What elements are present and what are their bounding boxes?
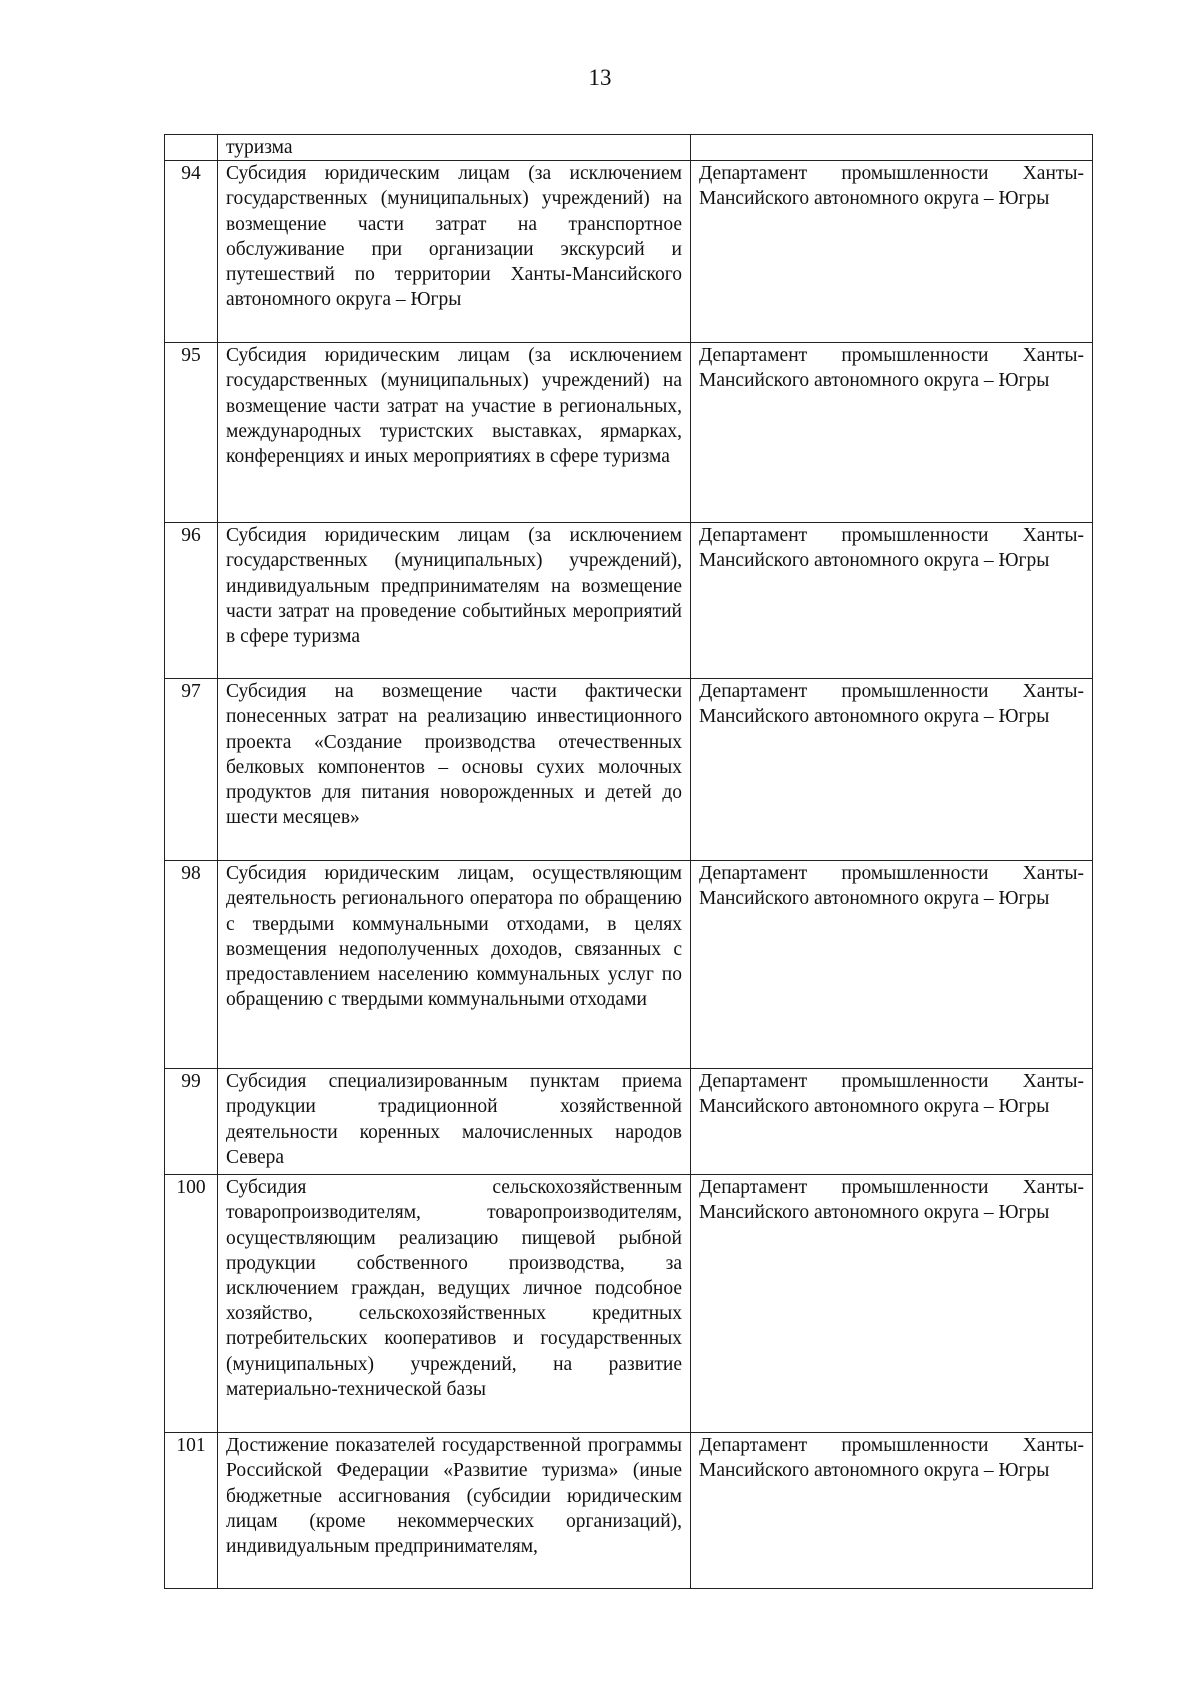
row-description: Субсидия сельскохозяйственным товаропроизводителям, товаропроизводителям, осуществляющим реализацию пищевой рыбной продукции собственного производства, за исключением граждан, ведущих личное подсобное хозяйство, сельскохозяйственных кредитных потребительских кооперативов и государственных (муниципальных) учреждений, на развитие материально-технической базы xyxy=(218,1175,691,1433)
row-number: 101 xyxy=(165,1433,218,1589)
subsidy-table xyxy=(164,134,1093,1589)
row-number: 96 xyxy=(165,523,218,679)
table-row xyxy=(165,343,1093,523)
row-number: 94 xyxy=(165,161,218,343)
row-executor xyxy=(691,135,1093,161)
row-number xyxy=(165,135,218,161)
row-description: Субсидия специализированным пунктам приема продукции традиционной хозяйственной деятельности коренных малочисленных народов Севера xyxy=(218,1069,691,1175)
row-executor: Департамент промышленности Ханты-Мансийского автономного округа – Югры xyxy=(691,679,1093,861)
table-row xyxy=(165,861,1093,1069)
row-executor: Департамент промышленности Ханты-Мансийского автономного округа – Югры xyxy=(691,161,1093,343)
table-row xyxy=(165,1175,1093,1433)
table-row xyxy=(165,161,1093,343)
row-executor: Департамент промышленности Ханты-Мансийского автономного округа – Югры xyxy=(691,1175,1093,1433)
row-description: Субсидия юридическим лицам (за исключением государственных (муниципальных) учреждений) на возмещение части затрат на участие в региональных, международных туристских выставках, ярмарках, конференциях и иных мероприятиях в сфере туризма xyxy=(218,343,691,523)
row-number: 98 xyxy=(165,861,218,1069)
row-description: Достижение показателей государственной программы Российской Федерации «Развитие туризма» (иные бюджетные ассигнования (субсидии юридическим лицам (кроме некоммерческих организаций), индивидуальным предпринимателям, xyxy=(218,1433,691,1589)
row-description: Субсидия юридическим лицам, осуществляющим деятельность регионального оператора по обращению с твердыми коммунальными отходами, в целях возмещения недополученных доходов, связанных с предоставлением населению коммунальных услуг по обращению с твердыми коммунальными отходами xyxy=(218,861,691,1069)
row-executor: Департамент промышленности Ханты-Мансийского автономного округа – Югры xyxy=(691,523,1093,679)
row-description: туризма xyxy=(218,135,691,161)
table-row xyxy=(165,135,1093,161)
table-row xyxy=(165,1069,1093,1175)
row-executor: Департамент промышленности Ханты-Мансийского автономного округа – Югры xyxy=(691,1433,1093,1589)
table-row xyxy=(165,523,1093,679)
table-row xyxy=(165,679,1093,861)
page-number: 13 xyxy=(588,65,612,90)
row-executor: Департамент промышленности Ханты-Мансийского автономного округа – Югры xyxy=(691,861,1093,1069)
row-description: Субсидия на возмещение части фактически понесенных затрат на реализацию инвестиционного проекта «Создание производства отечественных белковых компонентов – основы сухих молочных продуктов для питания новорожденных и детей до шести месяцев» xyxy=(218,679,691,861)
row-executor: Департамент промышленности Ханты-Мансийского автономного округа – Югры xyxy=(691,343,1093,523)
row-number: 100 xyxy=(165,1175,218,1433)
row-description: Субсидия юридическим лицам (за исключением государственных (муниципальных) учреждений) на возмещение части затрат на транспортное обслуживание при организации экскурсий и путешествий по территории Ханты-Мансийского автономного округа – Югры xyxy=(218,161,691,343)
row-description: Субсидия юридическим лицам (за исключением государственных (муниципальных) учреждений), индивидуальным предпринимателям на возмещение части затрат на проведение событийных мероприятий в сфере туризма xyxy=(218,523,691,679)
row-number: 95 xyxy=(165,343,218,523)
row-executor: Департамент промышленности Ханты-Мансийского автономного округа – Югры xyxy=(691,1069,1093,1175)
table-row xyxy=(165,1433,1093,1589)
row-number: 99 xyxy=(165,1069,218,1175)
row-number: 97 xyxy=(165,679,218,861)
